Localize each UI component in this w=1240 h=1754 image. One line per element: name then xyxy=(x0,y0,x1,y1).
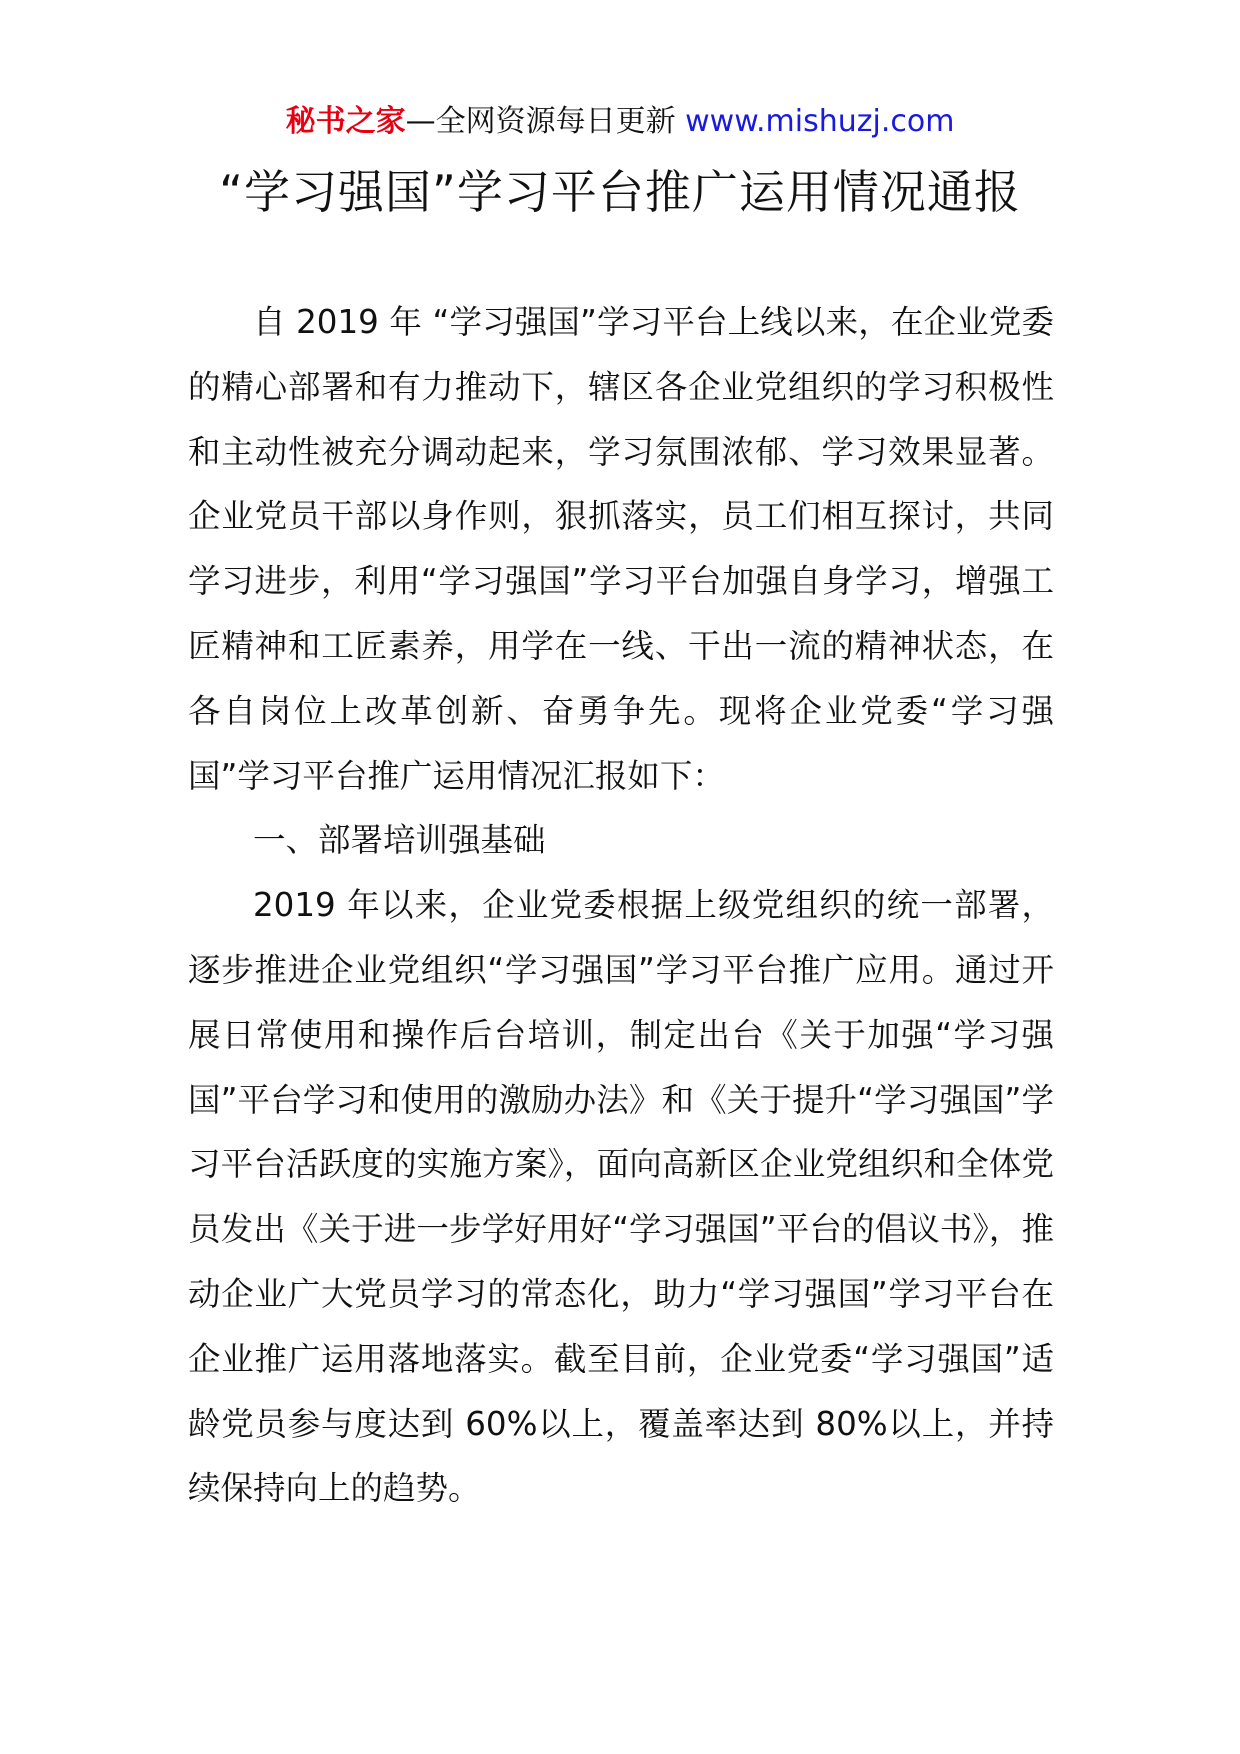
brand-name: 秘书之家 xyxy=(285,104,406,139)
document-title: “学习强国”学习平台推广运用情况通报 xyxy=(219,165,1021,219)
site-url-link[interactable]: www.mishuzj.com xyxy=(685,104,955,139)
site-header xyxy=(0,102,1240,142)
site-slogan: —全网资源每日更新 xyxy=(405,104,676,139)
section-heading: 一、部署培训强基础 xyxy=(253,821,546,860)
intro-paragraph: 自 2019 年 “学习强国”学习平台上线以来，在企业党委的精心部署和有力推动下，辖区各企业党组织的学习积极性和主动性被充分调动起来，学习氛围浓郁、学习效果显著。企业党员干部以身作则，狠抓落实，员工们相互探讨，共同学习进步，利用“学习强国”学习平台加强自身学习，增强工匠精神和工匠素养，用学在一线、干出一流的精神状态，在各自岗位上改革创新、奋勇争先。现将企业党委“学习强国”学习平台推广运用情况汇报如下： xyxy=(188,303,1054,795)
document-body xyxy=(188,290,1054,1521)
section-paragraph: 2019 年以来，企业党委根据上级党组织的统一部署，逐步推进企业党组织“学习强国”学习平台推广应用。通过开展日常使用和操作后台培训，制定出台《关于加强“学习强国”平台学习和使用的激励办法》和《关于提升“学习强国”学习平台活跃度的实施方案》，面向高新区企业党组织和全体党员发出《关于进一步学好用好“学习强国”平台的倡议书》，推动企业广大党员学习的常态化，助力“学习强国”学习平台在企业推广运用落地落实。截至目前，企业党委“学习强国”适龄党员参与度达到 60%以上，覆盖率达到 80%以上，并持续保持向上的趋势。 xyxy=(188,886,1054,1508)
